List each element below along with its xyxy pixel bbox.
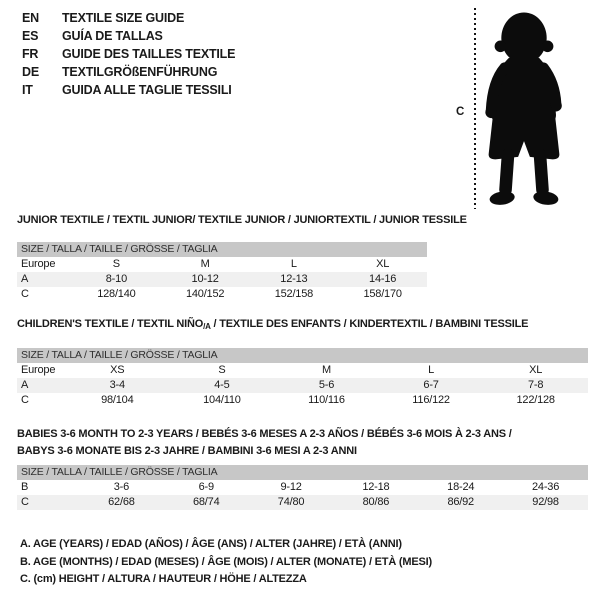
height-label-c: C xyxy=(456,106,465,118)
footnotes xyxy=(20,536,432,589)
row-label-cell: C xyxy=(21,288,29,300)
value-cell: XS xyxy=(110,364,125,376)
row-label-cell: Europe xyxy=(21,364,56,376)
value-cell: 6-9 xyxy=(198,481,214,493)
footnote-a: A. AGE (YEARS) / EDAD (AÑOS) / ÂGE (ANS) / ALTER (JAHRE) / ETÀ (ANNI) xyxy=(20,538,402,550)
value-cell: 9-12 xyxy=(280,481,302,493)
value-cell: 140/152 xyxy=(185,288,225,300)
table-title: CHILDREN'S TEXTILE / TEXTIL $NIÑO_{/A}$ / TEXTILE DES ENFANTS / KINDERTEXTIL / BAMBINI TESSILE xyxy=(17,318,529,331)
value-cell: 62/68 xyxy=(108,496,135,508)
size-header-bar: SIZE / TALLA / TAILLE / GRÖSSE / TAGLIA xyxy=(17,348,588,363)
value-cell: 110/116 xyxy=(308,394,345,406)
value-cell: 80/86 xyxy=(362,496,390,508)
language-code: ES xyxy=(22,29,39,43)
row-label-cell: Europe xyxy=(21,258,56,270)
value-cell: 104/110 xyxy=(203,394,241,406)
table-row-height xyxy=(17,495,588,510)
value-cell: 12-18 xyxy=(362,481,390,493)
value-cell: 68/74 xyxy=(192,496,220,508)
value-cell: 158/170 xyxy=(363,288,402,300)
size-table-babies xyxy=(17,426,588,510)
size-table-junior xyxy=(17,214,467,302)
value-cell: 24-36 xyxy=(531,481,560,493)
value-cell: 92/98 xyxy=(532,496,559,508)
language-row xyxy=(22,81,235,99)
value-cell: XL xyxy=(376,258,390,270)
value-cell: 6-7 xyxy=(423,379,439,391)
table-title-line-1: BABIES 3-6 MONTH TO 2-3 YEARS / BEBÉS 3-6 MESES A 2-3 AÑOS / BÉBÉS 3-6 MOIS À 2-3 ANS / xyxy=(17,428,512,440)
language-label: TEXTILGRÖßENFÜHRUNG xyxy=(62,65,218,79)
row-label-cell: A xyxy=(21,379,29,391)
table-row-age xyxy=(17,272,427,287)
value-cell: 128/140 xyxy=(97,288,136,300)
language-label: GUIDA ALLE TAGLIE TESSILI xyxy=(62,83,232,97)
value-cell: 122/128 xyxy=(516,394,555,406)
language-code: IT xyxy=(22,83,33,97)
value-cell: 14-16 xyxy=(369,273,397,285)
table-title: JUNIOR TEXTILE / TEXTIL JUNIOR/ TEXTILE JUNIOR / JUNIORTEXTIL / JUNIOR TESSILE xyxy=(17,214,467,226)
footnote-b: B. AGE (MONTHS) / EDAD (MESES) / ÂGE (MOIS) / ALTER (MONATE) / ETÀ (MESI) xyxy=(20,555,432,568)
value-cell: 152/158 xyxy=(274,288,314,300)
value-cell: 86/92 xyxy=(447,496,474,508)
row-label-cell: C xyxy=(21,496,29,508)
value-cell: S xyxy=(218,364,226,376)
row-label-cell: C xyxy=(21,394,29,406)
language-code: DE xyxy=(22,65,39,79)
value-cell: XL xyxy=(529,364,543,376)
language-row xyxy=(22,9,235,27)
value-cell: 18-24 xyxy=(447,481,475,493)
row-label-cell: A xyxy=(21,273,29,285)
value-cell: 8-10 xyxy=(105,273,127,285)
table-title-line-2: BABYS 3-6 MONATE BIS 2-3 JAHRE / BAMBINI 3-6 MESI A 2-3 ANNI xyxy=(17,445,357,457)
value-cell: 5-6 xyxy=(318,379,335,391)
value-cell: 98/104 xyxy=(101,394,134,406)
height-measure-dotted-line xyxy=(474,8,476,209)
value-cell: 116/122 xyxy=(412,394,450,406)
value-cell: M xyxy=(322,364,331,376)
footnote-c: C. (cm) HEIGHT / ALTURA / HAUTEUR / HÖHE / ALTEZZA xyxy=(20,573,307,585)
subscript-a: /A xyxy=(203,322,211,331)
row-label-cell: B xyxy=(21,481,29,493)
value-cell: 12-13 xyxy=(280,273,308,285)
language-label: TEXTILE SIZE GUIDE xyxy=(62,11,185,25)
size-header-bar: SIZE / TALLA / TAILLE / GRÖSSE / TAGLIA xyxy=(17,242,427,257)
language-code: FR xyxy=(22,47,39,61)
table-row-europe xyxy=(17,363,588,378)
size-table-children xyxy=(17,318,588,408)
value-cell: 4-5 xyxy=(214,379,230,391)
size-header-bar: SIZE / TALLA / TAILLE / GRÖSSE / TAGLIA xyxy=(17,465,588,480)
table-row-age-months xyxy=(17,480,588,495)
value-cell: 74/80 xyxy=(277,496,305,508)
table-row-height xyxy=(17,287,427,302)
value-cell: 3-6 xyxy=(113,481,130,493)
table-title xyxy=(17,426,588,460)
value-cell: L xyxy=(428,364,435,376)
value-cell: L xyxy=(290,258,297,270)
language-row xyxy=(22,27,235,45)
baby-silhouette xyxy=(482,10,566,208)
language-row xyxy=(22,63,235,81)
table-row-europe xyxy=(17,257,427,272)
language-label: GUÍA DE TALLAS xyxy=(62,29,163,43)
value-cell: M xyxy=(200,258,210,270)
table-row-height xyxy=(17,393,588,408)
language-code: EN xyxy=(22,11,39,25)
value-cell: 7-8 xyxy=(528,379,544,391)
language-list xyxy=(22,9,235,99)
value-cell: S xyxy=(112,258,120,270)
language-row xyxy=(22,45,235,63)
language-label: GUIDE DES TAILLES TEXTILE xyxy=(62,47,236,61)
value-cell: 10-12 xyxy=(191,273,219,285)
table-row-age xyxy=(17,378,588,393)
value-cell: 3-4 xyxy=(109,379,125,391)
